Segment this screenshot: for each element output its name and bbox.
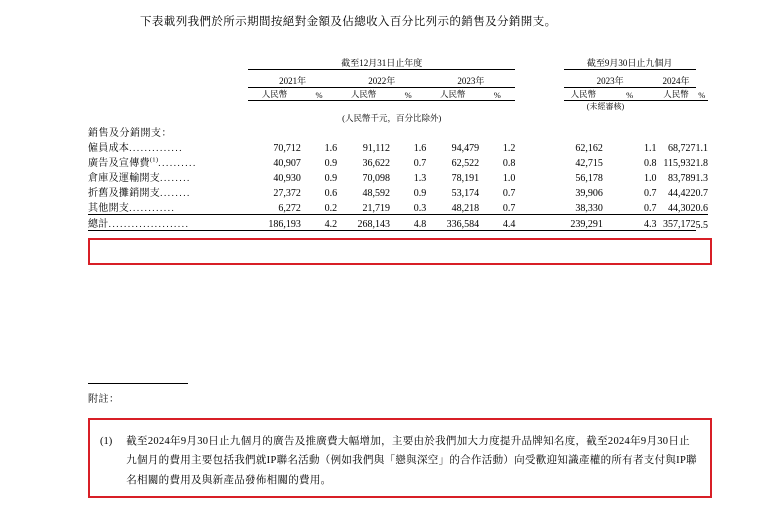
cell-value: 48,218 — [451, 203, 480, 214]
cell-value: 1.0 — [643, 173, 657, 184]
cell-value: 91,112 — [362, 143, 390, 154]
row-label-warehouse-logistics: 倉庫及運輸開支........ — [88, 173, 191, 184]
cell-value: 0.9 — [413, 188, 427, 199]
cell-value: 83,789 — [668, 173, 696, 184]
cell-value: 42,715 — [575, 158, 603, 169]
footnote-text: 截至2024年9月30日止九個月的廣告及推廣費大幅增加，主要由於我們加大力度提升品牌知名度，截至2024年9月30日止九個月的費用主要包括我們就IP聯名活動（例如我們與「戀與深空」的合作活動）向受歡迎知識產權的所有者支付與IP聯名相關的費用及與新產品發佈相關的費用。 — [126, 436, 697, 486]
footnote-marker: (1) — [100, 436, 113, 447]
row-label-other-expenses: 其他開支............ — [88, 203, 176, 214]
cell-value: 21,719 — [362, 203, 390, 214]
cell-value: 4.8 — [390, 215, 426, 231]
gap-cell — [515, 199, 563, 215]
table-group-header-row — [88, 56, 708, 70]
table-total-row — [88, 215, 708, 231]
row-label-employee-cost: 僱員成本.............. — [88, 143, 184, 154]
section-title-row — [88, 124, 708, 139]
cell-value: 62,522 — [451, 158, 480, 169]
table-row — [88, 184, 708, 199]
cell-value: 38,330 — [575, 203, 603, 214]
year-header-2024: 2024年 — [656, 74, 695, 88]
cell-value: 1.6 — [324, 143, 338, 154]
table-year-header-row — [88, 74, 708, 88]
gap-cell — [515, 215, 563, 231]
empty-corner-cell — [88, 56, 248, 70]
cell-value: 1.8 — [695, 158, 708, 169]
gap-cell — [515, 74, 563, 88]
footnote-divider — [88, 383, 188, 384]
cell-value: 40,930 — [273, 173, 301, 184]
subheader-rmb-2022: 人民幣 — [337, 88, 390, 101]
subheader-pct-2021: % — [301, 88, 337, 101]
cell-value: 6,272 — [278, 203, 301, 214]
cell-value: 0.7 — [695, 188, 708, 199]
table-row — [88, 139, 708, 154]
cell-value: 1.1 — [643, 143, 657, 154]
table-bottom-rule-row — [88, 231, 708, 234]
table-row — [88, 199, 708, 215]
table-row-advertising — [88, 154, 708, 169]
year-header-2022: 2022年 — [337, 74, 426, 88]
section-title: 銷售及分銷開支： — [88, 128, 172, 139]
gap-cell — [515, 88, 563, 101]
subheader-rmb-2024-interim: 人民幣 — [656, 88, 695, 101]
cell-value: 94,479 — [451, 143, 480, 154]
gap-cell — [515, 154, 563, 169]
cell-value: 0.8 — [502, 158, 516, 169]
gap-cell — [515, 56, 563, 70]
cell-value: 68,727 — [668, 143, 696, 154]
cell-value: 4.3 — [603, 215, 657, 231]
cell-value: 27,372 — [273, 188, 301, 199]
cell-value: 0.6 — [695, 203, 708, 214]
cell-value: 0.7 — [413, 158, 427, 169]
subheader-pct-2022: % — [390, 88, 426, 101]
unaudited-note: (未經審核) — [586, 102, 625, 111]
cell-value: 78,191 — [451, 173, 480, 184]
cell-value: 40,907 — [273, 158, 301, 169]
subheader-rmb-2021: 人民幣 — [248, 88, 301, 101]
cell-value: 39,906 — [575, 188, 603, 199]
gap-cell — [515, 169, 563, 184]
cell-value: 0.7 — [502, 203, 516, 214]
sales-distribution-expenses-table — [88, 56, 708, 233]
cell-value: 268,143 — [337, 215, 390, 231]
cell-value: 48,592 — [362, 188, 390, 199]
cell-value: 357,172 — [656, 215, 695, 231]
cell-value: 5.5 — [696, 215, 709, 231]
empty-cell — [88, 74, 248, 88]
subheader-pct-2024-interim: % — [696, 88, 709, 101]
units-note: (人民幣千元，百分比除外) — [342, 113, 442, 123]
table-sub-header-row — [88, 88, 708, 101]
units-note-row — [88, 112, 708, 124]
row-label-advertising: 廣告及宣傳費$^{(1)}$.......... — [88, 156, 197, 169]
group-header-interim: 截至9月30日止九個月 — [564, 56, 696, 70]
cell-value: 70,098 — [362, 173, 390, 184]
cell-value: 4.4 — [479, 215, 515, 231]
subheader-rmb-2023-interim: 人民幣 — [564, 88, 603, 101]
cell-value: 0.7 — [643, 188, 657, 199]
table-row — [88, 169, 708, 184]
intro-paragraph: 下表載列我們於所示期間按絕對金額及佔總收入百分比列示的銷售及分銷開支。 — [140, 16, 557, 28]
financial-table-wrapper — [88, 56, 708, 233]
row-label-depreciation-amortization: 折舊及攤銷開支........ — [88, 188, 191, 199]
cell-value: 115,932 — [663, 158, 696, 169]
cell-value: 62,162 — [575, 143, 603, 154]
cell-value: 1.1 — [695, 143, 708, 154]
cell-value: 0.8 — [643, 158, 657, 169]
cell-value: 0.7 — [502, 188, 516, 199]
cell-value: 70,712 — [273, 143, 301, 154]
gap-cell — [515, 184, 563, 199]
cell-value: 1.3 — [695, 173, 708, 184]
year-header-2023: 2023年 — [426, 74, 515, 88]
cell-value: 0.7 — [643, 203, 657, 214]
row-label-total: 總計..................... — [88, 215, 248, 231]
group-header-annual: 截至12月31日止年度 — [248, 56, 515, 70]
year-header-2024-q3: 2023年 — [564, 74, 657, 88]
cell-value: 186,193 — [248, 215, 301, 231]
cell-value: 53,174 — [451, 188, 480, 199]
cell-value: 4.2 — [301, 215, 337, 231]
subheader-pct-2023: % — [479, 88, 515, 101]
cell-value: 36,622 — [362, 158, 390, 169]
cell-value: 0.2 — [324, 203, 338, 214]
cell-value: 56,178 — [575, 173, 603, 184]
cell-value: 44,422 — [668, 188, 696, 199]
cell-value: 44,302 — [668, 203, 696, 214]
cell-value: 0.3 — [413, 203, 427, 214]
cell-value: 1.6 — [413, 143, 427, 154]
empty-cell — [88, 88, 248, 101]
subheader-rmb-2023: 人民幣 — [426, 88, 479, 101]
gap-cell — [515, 139, 563, 154]
year-header-2021: 2021年 — [248, 74, 337, 88]
cell-value: 239,291 — [564, 215, 603, 231]
cell-value: 1.0 — [502, 173, 516, 184]
unaudited-note-row — [88, 101, 708, 113]
cell-value: 1.2 — [502, 143, 516, 154]
cell-value: 0.9 — [324, 158, 338, 169]
cell-value: 336,584 — [426, 215, 479, 231]
footnote-title: 附註： — [88, 394, 120, 405]
cell-value: 0.9 — [324, 173, 338, 184]
subheader-pct-2023-interim: % — [603, 88, 657, 101]
cell-value: 0.6 — [324, 188, 338, 199]
cell-value: 1.3 — [413, 173, 427, 184]
footnote-body — [100, 432, 700, 490]
highlight-box-advertising-row — [88, 238, 712, 265]
